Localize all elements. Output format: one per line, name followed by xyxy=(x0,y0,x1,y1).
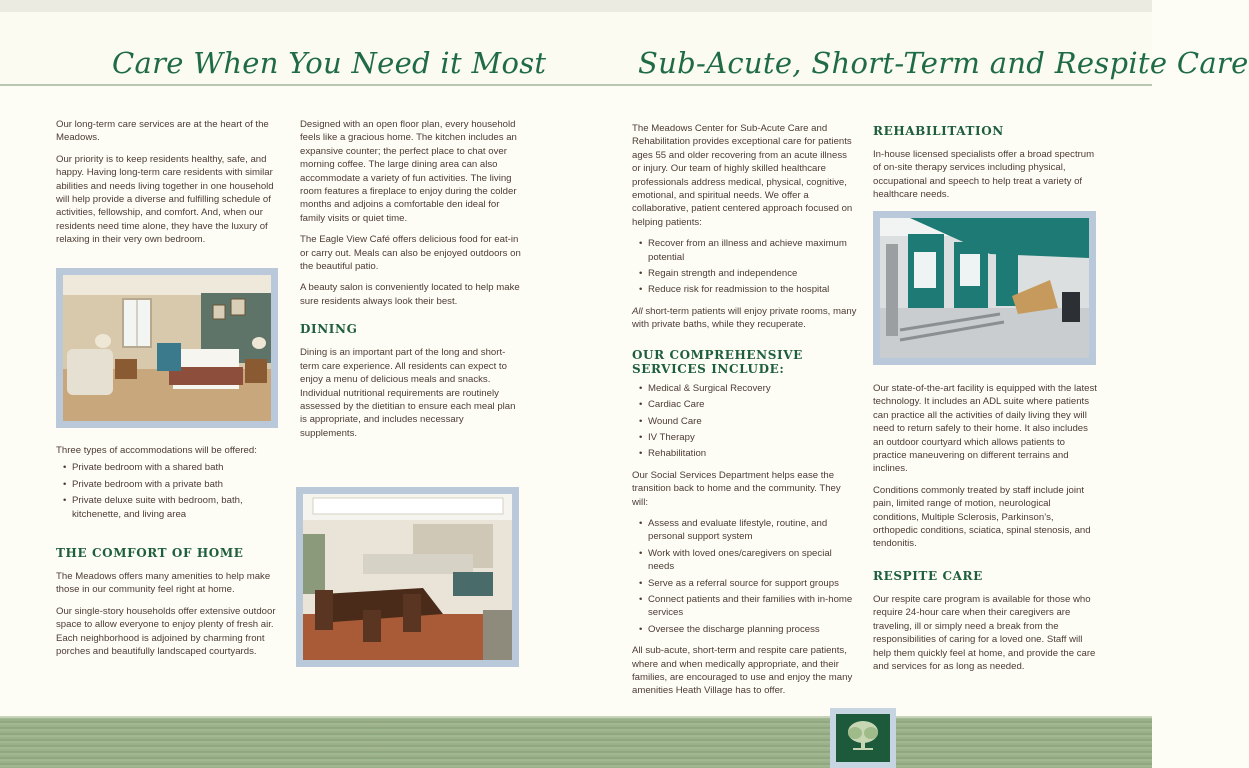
dining-photo xyxy=(303,494,512,660)
list-item: • Wound Care xyxy=(632,415,858,428)
list-item: • Serve as a referral source for support groups xyxy=(632,577,858,590)
list-item: • Reduce risk for readmission to the hospital xyxy=(632,283,858,296)
accommodations-section xyxy=(56,444,280,529)
dining-paragraph: Dining is an important part of the long and short-term care experience. All residents can expect to enjoy a menu of delicious meals and snacks. Individual nutritional requirements are routinely assessed by the dietitian to ensure each meal plan is appropriate, and includes necessary supplements. xyxy=(300,347,516,439)
salon-paragraph: A beauty salon is conveniently located to help make sure residents always look their best. xyxy=(300,282,520,307)
emphasis-all: All xyxy=(632,305,643,317)
goals-list xyxy=(632,237,858,297)
bedroom-photo-frame xyxy=(56,268,278,428)
private-rooms-text: short-term patients will enjoy private rooms, many with private baths, while they recuperate. xyxy=(632,305,857,331)
tree-icon xyxy=(844,719,882,758)
comfort-section xyxy=(56,546,278,666)
top-strip xyxy=(0,0,1152,12)
list-item: • Work with loved ones/caregivers on special needs xyxy=(632,547,858,574)
list-item: • Rehabilitation xyxy=(632,447,858,460)
right-column-1 xyxy=(632,122,858,706)
floor-plan-paragraph: Designed with an open floor plan, every household feels like a gracious home. The kitchen includes an expansive counter; the perfect place to chat over morning coffee. The large dining area can also accommodate a variety of fun activities. The living room features a fireplace to enjoy during the colder months and adjoins a comfortable den ideal for family visits or quiet time. xyxy=(300,119,517,224)
list-item: • Assess and evaluate lifestyle, routine, and personal support system xyxy=(632,517,858,544)
cafe-paragraph: The Eagle View Café offers delicious food for eat-in or carry out. Meals can also be enjoyed outdoors on the beautiful patio. xyxy=(300,234,521,273)
intro-paragraph: Our long-term care services are at the heart of the Meadows. xyxy=(56,119,269,144)
dining-heading: DINING xyxy=(300,322,358,337)
priority-paragraph: Our priority is to keep residents healthy, safe, and happy. Having long-term care residents with similar abilities and needs living together in one household will help provide a diverse and fulfilling schedule of activities, fellowship, and comfort. And, when our residents need time alone, they have the luxury of relaxing in their very own bedroom. xyxy=(56,153,274,246)
list-item: • Recover from an illness and achieve maximum potential xyxy=(632,237,858,264)
comfort-paragraph-1: The Meadows offers many amenities to help make those in our community feel right at home. xyxy=(56,571,271,596)
services-heading-line-2: SERVICES INCLUDE: xyxy=(632,361,785,376)
footer-band xyxy=(0,718,1152,768)
rehab-section xyxy=(873,124,1097,210)
sub-acute-intro: The Meadows Center for Sub-Acute Care and Rehabilitation provides exceptional care for patients ages 55 and older recovering from an acute illness or injury. Our team of highly skilled healthcare professionals address medical, physical, cognitive, emotional, and spiritual needs. We offer a collaborative, patient centered approach focused on helping patients: xyxy=(632,123,853,228)
facility-paragraph: Our state-of-the-art facility is equipped with the latest technology. It includes an ADL suite where patients can practice all the activities of daily living they will need to return safely to their home. It also includes an outdoor courtyard which allows patients to practice maneuvering on different terrains and inclines. xyxy=(873,383,1097,475)
bedroom-photo xyxy=(63,275,271,421)
list-item: • Oversee the discharge planning process xyxy=(632,623,858,636)
list-item: • Cardiac Care xyxy=(632,398,858,411)
services-heading xyxy=(632,348,858,376)
list-item: • Regain strength and independence xyxy=(632,267,858,280)
rehab-paragraph: In-house licensed specialists offer a broad spectrum of on-site therapy services including physical, occupational and speech to help treat a variety of healthcare needs. xyxy=(873,149,1095,201)
services-heading-line-1: OUR COMPREHENSIVE xyxy=(632,347,803,362)
header-rule xyxy=(0,84,1152,86)
respite-paragraph: Our respite care program is available for those who require 24-hour care when their caregivers are traveling, ill or simply need a break from the responsibilities of caring for a loved one. Staff will help them quickly feel at home, and provide the care and services for as long as needed. xyxy=(873,593,1096,672)
facility-section xyxy=(873,382,1099,681)
footer-logo xyxy=(830,708,896,768)
accommodations-intro: Three types of accommodations will be offered: xyxy=(56,445,257,456)
comfort-paragraph-2: Our single-story households offer extensive outdoor space to allow everyone to enjoy plenty of fresh air. Each neighborhood is adjoined by charming front porches and beautifully landscaped courtyards. xyxy=(56,605,276,658)
list-item: • IV Therapy xyxy=(632,431,858,444)
conditions-paragraph: Conditions commonly treated by staff include joint pain, limited range of motion, neurological conditions, Multiple Sclerosis, Parkinson’s, orthopedic conditions, sciatica, spinal stenosis, and tendonitis. xyxy=(873,484,1091,550)
accommodations-list xyxy=(56,461,280,521)
services-list xyxy=(632,382,858,461)
rehab-heading: REHABILITATION xyxy=(873,124,1004,138)
respite-heading: RESPITE CARE xyxy=(873,568,983,583)
list-item: • Connect patients and their families with in-home services xyxy=(632,593,858,620)
left-column-2 xyxy=(300,118,522,448)
list-item: • Private bedroom with a shared bath xyxy=(56,461,280,474)
social-services-list xyxy=(632,517,858,636)
list-item: • Private bedroom with a private bath xyxy=(56,478,280,491)
list-item: • Medical & Surgical Recovery xyxy=(632,382,858,395)
amenities-paragraph: All sub-acute, short-term and respite care patients, where and when medically appropriate, and their families, are encouraged to use and enjoy the many amenities Heath Village has to offer. xyxy=(632,645,853,697)
left-page-title: Care When You Need it Most xyxy=(112,46,547,80)
gym-photo xyxy=(880,218,1089,358)
list-item: • Private deluxe suite with bedroom, bath, kitchenette, and living area xyxy=(56,494,280,521)
gym-photo-frame xyxy=(873,211,1096,365)
comfort-heading: THE COMFORT OF HOME xyxy=(56,546,244,560)
dining-photo-frame xyxy=(296,487,519,667)
private-rooms-paragraph xyxy=(632,305,858,332)
right-page-title: Sub-Acute, Short-Term and Respite Care xyxy=(638,46,1249,80)
social-services-paragraph: Our Social Services Department helps ease the transition back to home and the community. They will: xyxy=(632,469,841,508)
left-column-1 xyxy=(56,118,278,255)
